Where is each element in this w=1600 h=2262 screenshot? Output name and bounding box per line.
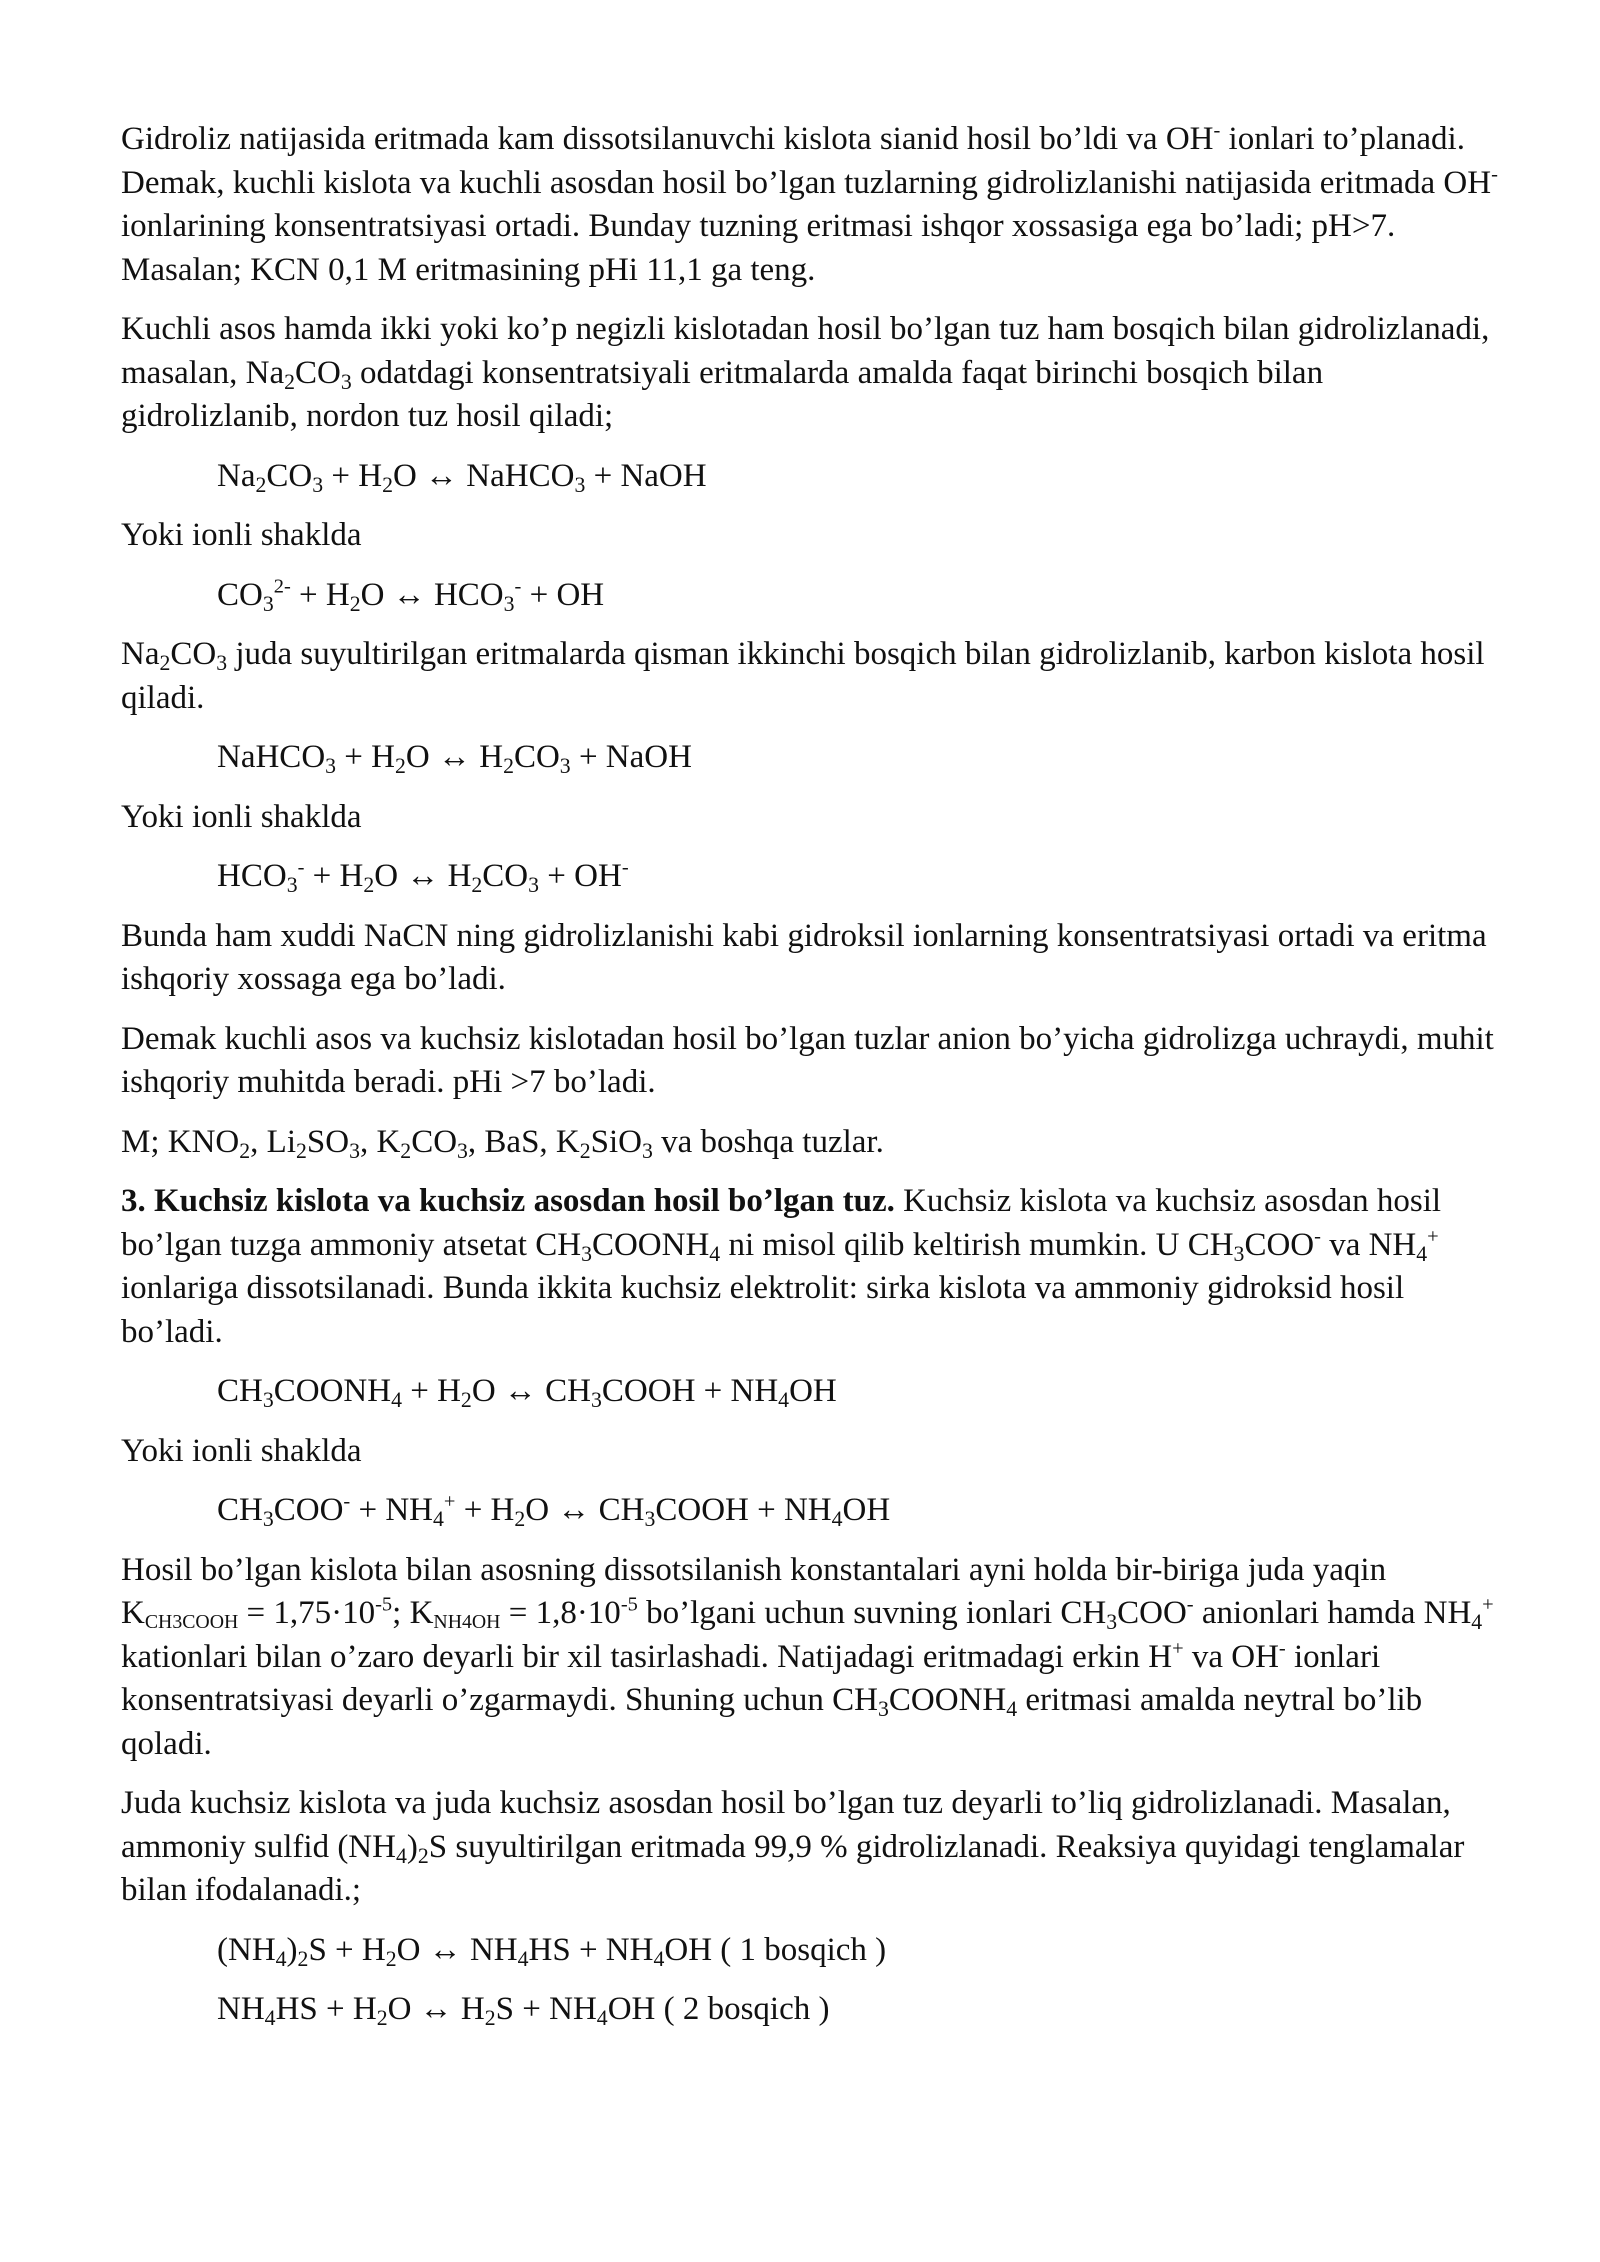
paragraph-alkaline-property: Bunda ham xuddi NaCN ning gidrolizlanishi kabi gidroksil ionlarning konsentratsiyasi ortadi va eritma ishqoriy xossaga ega bo’ladi. — [121, 917, 1487, 997]
paragraph-anion-hydrolysis: Demak kuchli asos va kuchsiz kislotadan hosil bo’lgan tuzlar anion bo’yicha gidrolizga uchraydi, muhit ishqoriy muhitda beradi. pHi >7 bo’ladi. — [121, 1020, 1494, 1100]
equation-2: $CO_3^{2-} + H_2O$ ↔ $HCO_3^-$ + OH — [217, 574, 605, 616]
document-page — [121, 118, 1501, 2048]
equation-6: $CH_3COO^- + NH_4^+ + H_2O$ ↔ $CH_3COOH + NH_4OH$ — [217, 1490, 891, 1532]
ionic-form-label-1: Yoki ionli shaklda — [121, 517, 362, 553]
equation-8: $NH_4HS + H_2O$ ↔ $H_2S + NH_4OH$ ( 2 bosqich ) — [217, 1991, 830, 2031]
paragraph-second-step: $Na_2CO_3$ juda suyultirilgan eritmalarda qisman ikkinchi bosqich bilan gidrolizlanib, karbon kislota hosil qiladi. — [121, 636, 1485, 716]
equation-5: $CH_3COONH_4 + H_2O$ ↔ $CH_3COOH + NH_4OH$ — [217, 1373, 837, 1413]
equation-7: $(NH_4)_2S + H_2O$ ↔ $NH_4HS + NH_4OH$ ( 1 bosqich ) — [217, 1931, 887, 1971]
equation-4: $HCO_3^- + H_2O$ ↔ $H_2CO_3 + OH^-$ — [217, 856, 629, 898]
paragraph-dissociation-constants: Hosil bo’lgan kislota bilan asosning dissotsilanish konstantalari ayni holda bir-biriga juda yaqin $K_{CH3COOH} = 1,75\cdot 10^{-5}$; $K_{NH4OH} = 1,8\cdot 10^{-5}$ bo’lgani uchun suvning ionlari $CH_3COO^-$ anionlari hamda $NH_4^+$ kationlari bilan o’zaro deyarli bir xil tasirlashadi. Natijadagi eritmadagi erkin H+ va OH- ionlari konsentratsiyasi deyarli o’zgarmaydi. Shuning uchun $CH_3COONH_4$ eritmasi amalda neytral bo’lib qoladi. — [121, 1551, 1494, 1762]
paragraph-stepwise-hydrolysis: Kuchli asos hamda ikki yoki ko’p negizli kislotadan hosil bo’lgan tuz ham bosqich bilan gidrolizlanadi, masalan, $Na_2CO_3$ odatdagi konsentratsiyali eritmalarda amalda faqat birinchi bosqich bilan gidrolizlanib, nordon tuz hosil qiladi; — [121, 311, 1490, 434]
section-heading: 3. Kuchsiz kislota va kuchsiz asosdan hosil bo’lgan tuz. — [121, 1183, 895, 1219]
paragraph-ammonium-sulfide: Juda kuchsiz kislota va juda kuchsiz asosdan hosil bo’lgan tuz deyarli to’liq gidrolizlanadi. Masalan, ammoniy sulfid $(NH_4)_2S$ suyultirilgan eritmada 99,9 % gidrolizlanadi. Reaksiya quyidagi tenglamalar bilan ifodalanadi.; — [121, 1785, 1465, 1908]
ionic-form-label-3: Yoki ionli shaklda — [121, 1432, 362, 1469]
paragraph-salt-examples: M; $KNO_2$, $Li_2SO_3$, $K_2CO_3$, BaS, $K_2SiO_3$ va boshqa tuzlar. — [121, 1123, 884, 1163]
paragraph-hydrolysis-cyanide: Gidroliz natijasida eritmada kam dissotsilanuvchi kislota sianid hosil bo’ldi va OH- ionlari to’planadi. Demak, kuchli kislota va kuchli asosdan hosil bo’lgan tuzlarning gidrolizlanishi natijasida eritmada OH- ionlarining konsentratsiyasi ortadi. Bunday tuzning eritmasi ishqor xossasiga ega bo’ladi; pH>7. Masalan; KCN 0,1 M eritmasining pHi 11,1 ga teng. — [121, 119, 1498, 288]
equation-1: $Na_2CO_3 + H_2O$ ↔ NaHCO$_3$ + NaOH — [217, 457, 707, 497]
equation-3: NaHCO$_3$ + $H_2O$ ↔ $H_2CO_3$ + NaOH — [217, 739, 692, 779]
section-weak-acid-weak-base: 3. Kuchsiz kislota va kuchsiz asosdan hosil bo’lgan tuz. Kuchsiz kislota va kuchsiz asosdan hosil bo’lgan tuzga ammoniy atsetat $CH_3COONH_4$ ni misol qilib keltirish mumkin. U $CH_3COO^-$ va $NH_4^+$ ionlariga dissotsilanadi. Bunda ikkita kuchsiz elektrolit: sirka kislota va ammoniy gidroksid hosil bo’ladi. — [121, 1183, 1442, 1350]
ionic-form-label-2: Yoki ionli shaklda — [121, 798, 362, 835]
